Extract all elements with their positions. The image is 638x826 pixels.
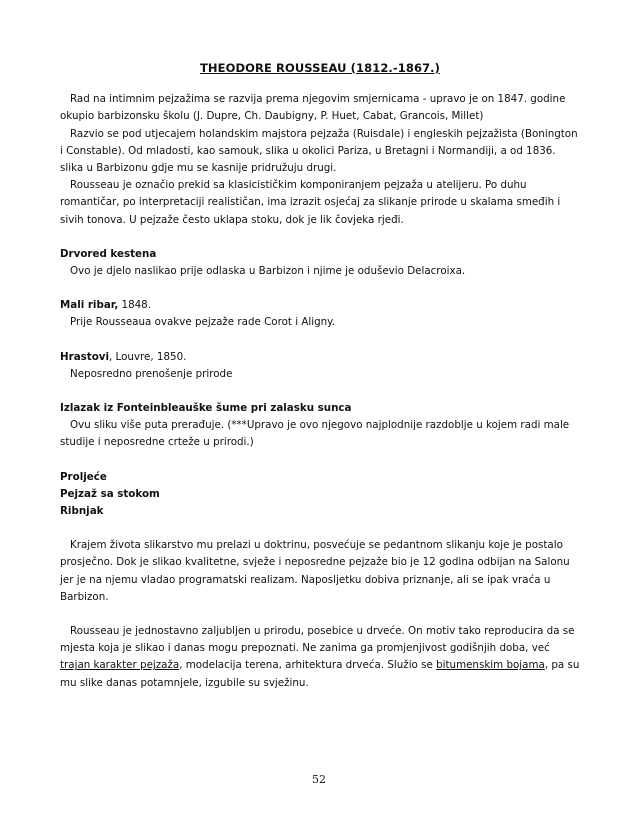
spacer — [60, 452, 580, 469]
work-description: Prije Rousseaua ovakve pejzaže rade Corot i Aligny. — [70, 316, 336, 329]
intro-paragraph-2: Razvio se pod utjecajem holandskim majstora pejzaža (Ruisdale) i engleskih pejzažista (Bonington i Constable). Od mladosti, kao samouk, slika u okolici Pariza, u Bretagni i Normandiji, a od 1836. slika u Barbizonu gdje mu se kasnije pridružuju drugi. — [60, 127, 578, 175]
work-heading — [60, 400, 580, 417]
spacer — [60, 606, 580, 623]
work-title: Izlazak iz Fonteinbleauške šume pri zalasku sunca — [60, 402, 352, 415]
page-number: 52 — [312, 773, 326, 786]
list-title: Ribnjak — [60, 505, 104, 518]
spacer — [60, 229, 580, 246]
underlined-phrase: bitumenskim bojama — [436, 659, 545, 672]
work-description: Neposredno prenošenje prirode — [70, 367, 233, 380]
work-meta: , Louvre, 1850. — [109, 350, 187, 363]
spacer — [60, 280, 580, 297]
work-title: Hrastovi — [60, 350, 110, 363]
late-paragraph-1: Krajem života slikarstvo mu prelazi u doktrinu, posvećuje se pedantnom slikanju koje je postalo prosječno. Dok je slikao kvalitetne, svježe i neposredne pejzaže bio je 12 godina odbijan na Salonu jer je na njemu vladao programatski realizam. Naposljetku dobiva priznanje, ali se ipak vraća u Barbizon. — [60, 539, 570, 603]
work-heading — [60, 349, 580, 366]
text-run: Rousseau je jednostavno zaljubljen u prirodu, posebice u drveće. On motiv tako reproducira da se mjesta koja je slikao i danas mogu prepoznati. Ne zanima ga promjenjivost godišnjih doba, već — [60, 625, 575, 655]
intro-paragraph-1: Rad na intimnim pejzažima se razvija prema njegovim smjernicama - upravo je on 1847. godine okupio barbizonsku školu (J. Dupre, Ch. Daubigny, P. Huet, Cabat, Grancois, Millet) — [60, 93, 566, 123]
document-page — [60, 60, 580, 692]
work-title: Drvored kestena — [60, 247, 157, 260]
spacer — [60, 520, 580, 537]
work-title: Mali ribar, — [60, 299, 119, 312]
spacer — [60, 332, 580, 349]
list-title: Pejzaž sa stokom — [60, 487, 160, 500]
text-run: , modelacija terena, arhitektura drveća. Služio se — [179, 659, 437, 672]
list-title: Proljeće — [60, 470, 107, 483]
work-heading — [60, 246, 580, 263]
work-description: Ovo je djelo naslikao prije odlaska u Barbizon i njime je oduševio Delacroixa. — [70, 265, 466, 278]
intro-paragraph-3: Rousseau je označio prekid sa klasicističkim komponiranjem pejzaža u atelijeru. Po duhu romantičar, po interpretaciji realističan, ima izrazit osjećaj za slikanje prirode u skalama smeđih i sivih tonova. U pejzaže često uklapa stoku, dok je lik čovjeka rjeđi. — [60, 179, 561, 226]
work-meta: 1848. — [118, 299, 152, 312]
work-heading — [60, 297, 580, 314]
page-title: THEODORE ROUSSEAU (1812.-1867.) — [199, 61, 441, 75]
underlined-phrase: trajan karakter pejzaža — [60, 659, 180, 672]
spacer — [60, 383, 580, 400]
work-description: Ovu sliku više puta prerađuje. (***Upravo je ovo njegovo najplodnije razdoblje u kojem radi male studije i neposredne crteže u prirodi.) — [60, 419, 570, 449]
text-run: , pa su mu slike danas potamnjele, izgubile su svježinu. — [60, 659, 580, 689]
late-paragraph-2 — [60, 623, 580, 692]
